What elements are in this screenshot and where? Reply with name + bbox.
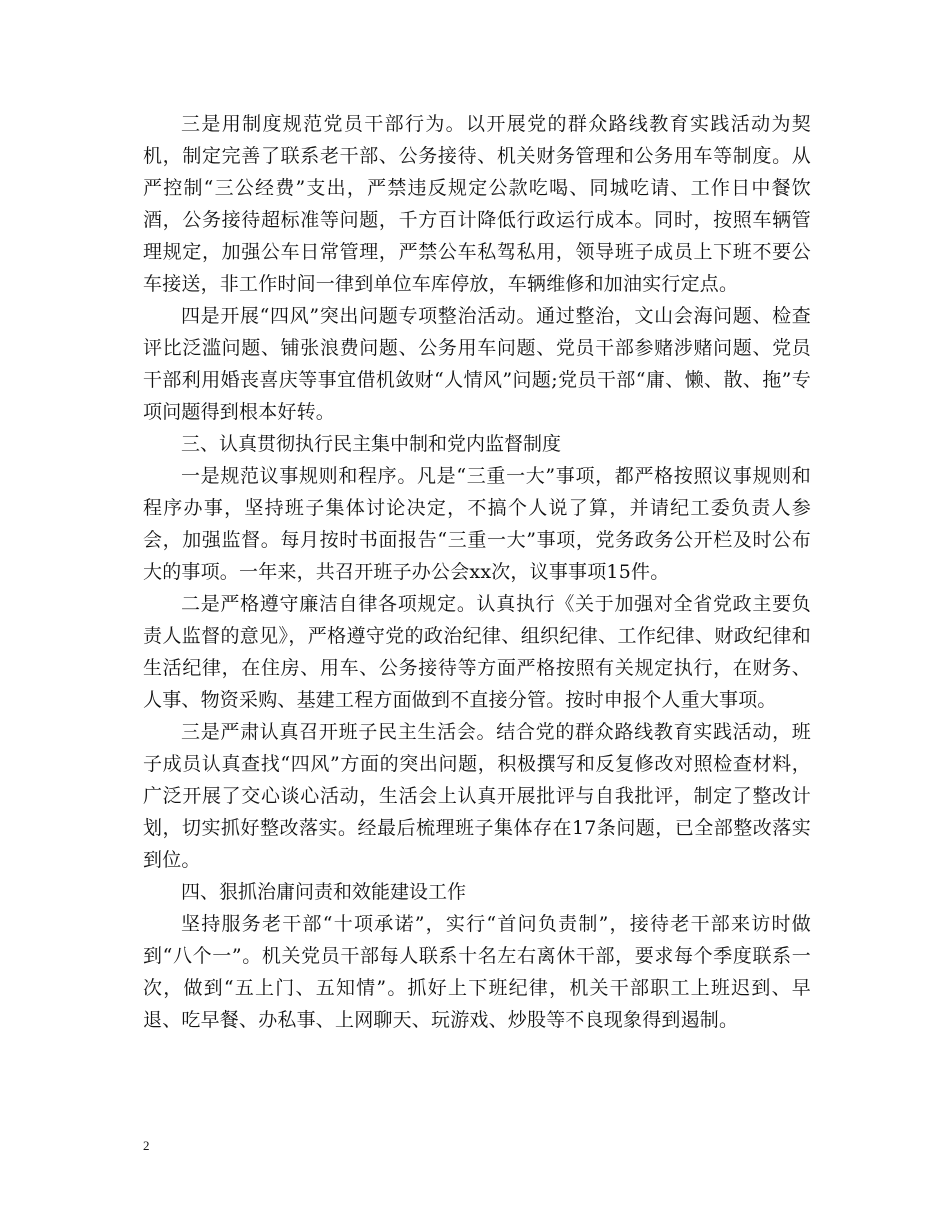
paragraph-four-winds: 四是开展“四风”突出问题专项整治活动。通过整治，文山会海问题、检查评比泛滥问题、铺张浪费问题、公务用车问题、党员干部参赌涉赌问题、党员干部利用婚丧喜庆等事宜借机敛财“人情风”问题;党员干部“庸、懒、散、拖”专项问题得到根本好转。 — [143, 305, 811, 423]
paragraph-democratic-life-meeting: 三是严肃认真召开班子民主生活会。结合党的群众路线教育实践活动，班子成员认真查找“四风”方面的突出问题，积极撰写和反复修改对照检查材料，广泛开展了交心谈心活动，生活会上认真开展批评与自我批评，制定了整改计划，切实抓好整改落实。经最后梳理班子集体存在17条问题，已全部整改落实到位。 — [143, 721, 811, 871]
page-number: 2 — [143, 1138, 150, 1153]
document-body — [143, 108, 811, 1036]
paragraph-deliberation-rules: 一是规范议事规则和程序。凡是“三重一大”事项，都严格按照议事规则和程序办事，坚持班子集体讨论决定，不搞个人说了算，并请纪工委负责人参会，加强监督。每月按时书面报告“三重一大”事项，党务政务公开栏及时公布大的事项。一年来，共召开班子办公会xx次，议事事项15件。 — [143, 465, 811, 583]
paragraph-rules-conduct: 三是用制度规范党员干部行为。以开展党的群众路线教育实践活动为契机，制定完善了联系老干部、公务接待、机关财务管理和公务用车等制度。从严控制“三公经费”支出，严禁违反规定公款吃喝、同城吃请、工作日中餐饮酒，公务接待超标准等问题，千方百计降低行政运行成本。同时，按照车辆管理规定，加强公车日常管理，严禁公车私驾私用，领导班子成员上下班不要公车接送，非工作时间一律到单位车库停放，车辆维修和加油实行定点。 — [143, 113, 811, 295]
paragraph-service-commitments: 坚持服务老干部“十项承诺”，实行“首问负责制”，接待老干部来访时做到“八个一”。机关党员干部每人联系十名左右离休干部，要求每个季度联系一次，做到“五上门、五知情”。抓好上下班纪律，机关干部职工上班迟到、早退、吃早餐、办私事、上网聊天、玩游戏、炒股等不良现象得到遏制。 — [143, 913, 811, 1031]
section-heading-accountability: 四、狠抓治庸问责和效能建设工作 — [181, 881, 467, 903]
paragraph-integrity-rules: 二是严格遵守廉洁自律各项规定。认真执行《关于加强对全省党政主要负责人监督的意见》，严格遵守党的政治纪律、组织纪律、工作纪律、财政纪律和生活纪律，在住房、用车、公务接待等方面严格按照有关规定执行，在财务、人事、物资采购、基建工程方面做到不直接分管。按时申报个人重大事项。 — [143, 593, 811, 711]
section-heading-democratic-centralism: 三、认真贯彻执行民主集中制和党内监督制度 — [181, 433, 562, 455]
